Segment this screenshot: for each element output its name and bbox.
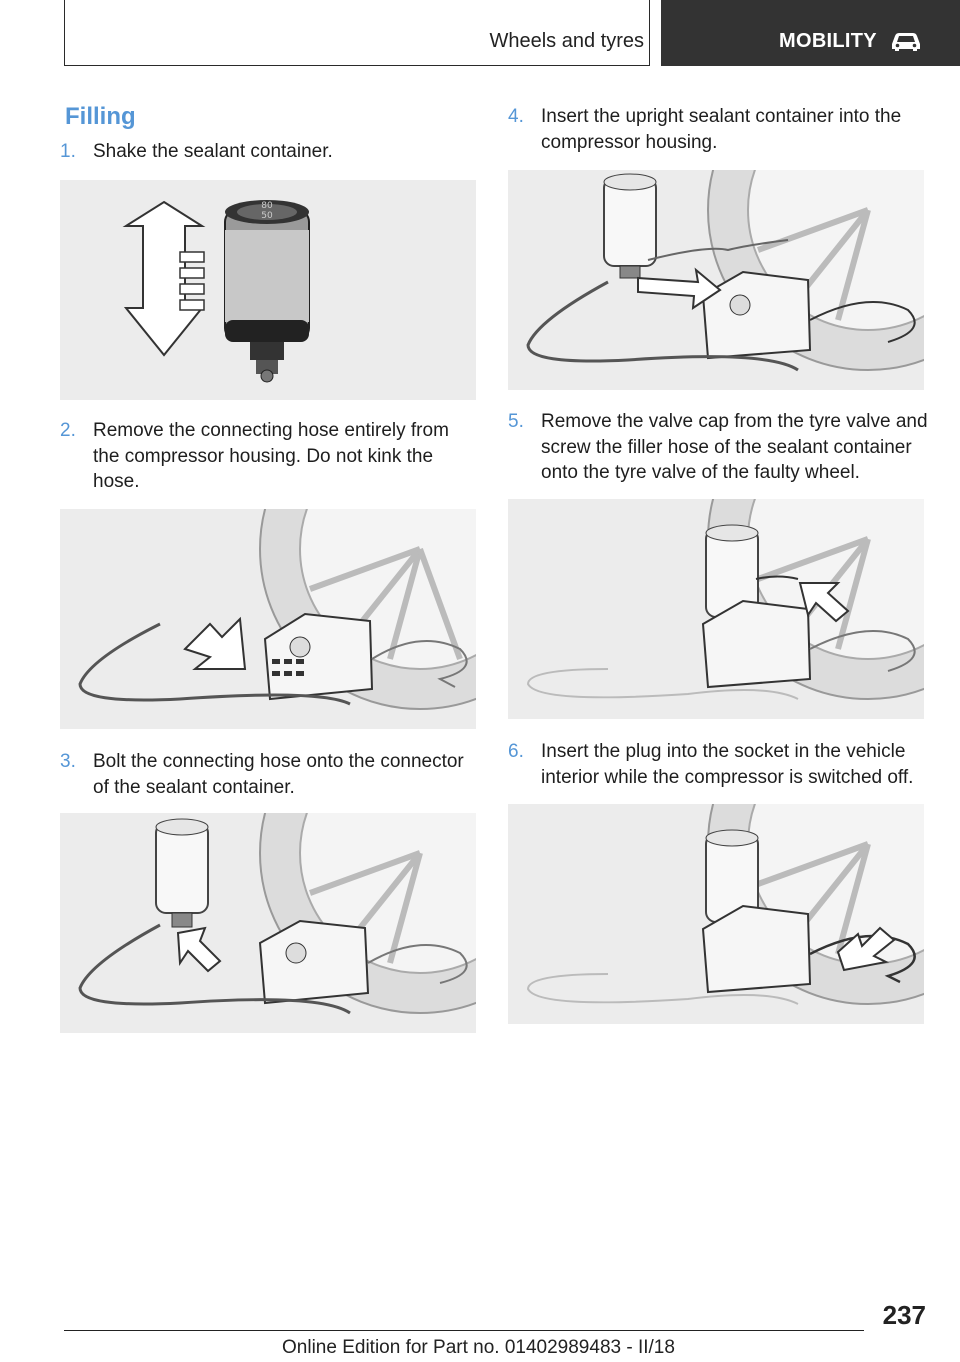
figure-shake-container (60, 180, 476, 400)
step-text-line: screw the filler hose of the sealant container (541, 436, 912, 458)
step-text-line: Remove the connecting hose entirely from (93, 420, 449, 441)
step-text-line: onto the tyre valve of the faulty wheel. (541, 462, 860, 483)
header-chapter-tab (661, 0, 960, 66)
step-text-line: interior while the compressor is switched off. (541, 766, 914, 788)
step-text-line: hose. (93, 471, 140, 492)
step-text-line: Shake the sealant container. (93, 141, 333, 162)
container-label-bottom: 50 (261, 211, 273, 221)
footer-edition: Online Edition for Part no. 01402989483 - II/18 (282, 1337, 675, 1358)
step-number: 1. (60, 141, 76, 162)
step-number: 6. (508, 741, 524, 762)
step-number: 5. (508, 411, 524, 432)
page-number: 237 (882, 1300, 926, 1330)
header-chapter-title: MOBILITY (779, 30, 877, 52)
step-text-line: compressor housing. (541, 131, 718, 153)
figure-connect-valve (508, 499, 924, 719)
figure-insert-plug (508, 804, 924, 1024)
figure-insert-container (508, 170, 924, 390)
footer-divider (64, 1330, 864, 1331)
step-text-line: the compressor housing. Do not kink the (93, 445, 434, 467)
step-text-line: of the sealant container. (93, 776, 295, 798)
step-text-line: Insert the plug into the socket in the vehicle (541, 741, 906, 762)
step-number: 3. (60, 751, 76, 772)
step-text-line: Insert the upright sealant container into the (541, 106, 902, 127)
figure-bolt-hose (60, 813, 476, 1033)
header-section-title: Wheels and tyres (489, 30, 644, 52)
figure-remove-hose (60, 509, 476, 729)
step-number: 4. (508, 106, 524, 127)
step-number: 2. (60, 420, 76, 441)
section-heading: Filling (65, 103, 136, 130)
car-icon (888, 29, 924, 53)
step-text-line: Remove the valve cap from the tyre valve and (541, 411, 928, 432)
container-label-top: 80 (261, 201, 273, 211)
step-text-line: Bolt the connecting hose onto the connector (93, 751, 464, 772)
